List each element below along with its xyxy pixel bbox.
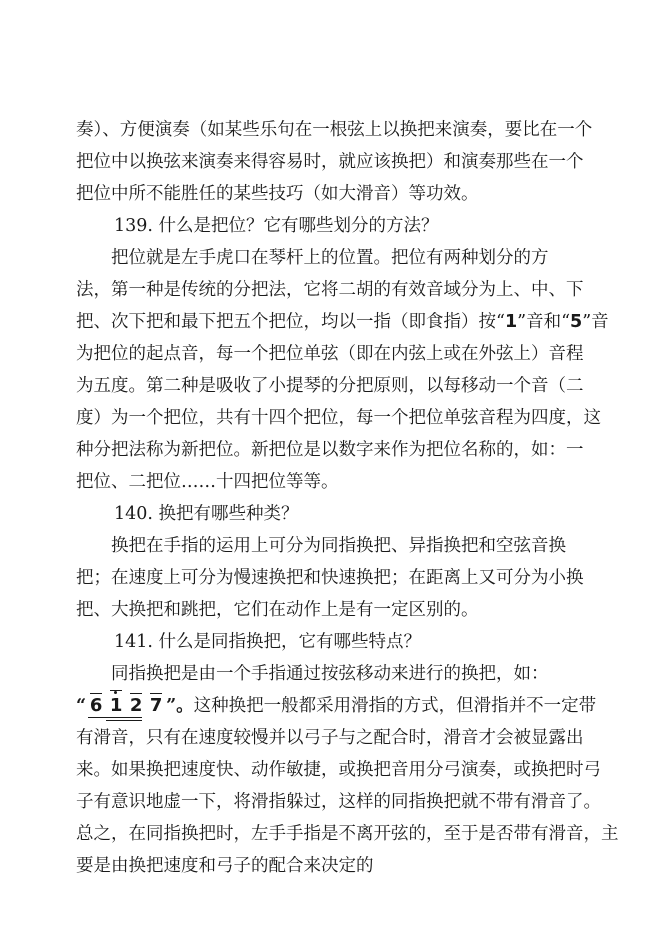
close-quote: ”。	[166, 696, 194, 716]
question-heading-140: 140. 换把有哪些种类？	[114, 504, 299, 524]
text-line	[76, 306, 609, 338]
text-line: 总之，在同指换把时，左手手指是不离开弦的，至于是否带有滑音，主	[76, 824, 619, 844]
beam-line	[88, 717, 142, 718]
jianpu-notation	[86, 690, 166, 722]
question-heading-139: 139. 什么是把位？它有哪些划分的方法？	[114, 216, 439, 236]
note: 2	[129, 695, 143, 716]
beam-line	[106, 720, 142, 721]
text-line: 要是由换把速度和弓子的配合来决定的	[76, 856, 374, 876]
text-line: 来。如果换把速度快、动作敏捷，或换把音用分弓演奏，或换把时弓	[76, 760, 601, 780]
text-fragment: ”音	[582, 312, 609, 332]
text-line: 子有意识地虚一下，将滑指躲过，这样的同指换把就不带有滑音了。	[76, 792, 601, 812]
text-line: 法，第一种是传统的分把法，它将二胡的有效音域分为上、中、下	[76, 280, 584, 300]
paragraph-continued	[76, 114, 593, 210]
text-fragment: 这种换把一般都采用滑指的方式，但滑指并不一定带	[193, 696, 597, 716]
text-line: 种分把法称为新把位。新把位是以数字来作为把位名称的，如：一	[76, 440, 584, 460]
note: 6	[89, 695, 103, 716]
text-line: 换把在手指的运用上可分为同指换把、异指换把和空弦音换	[111, 536, 566, 556]
text-line: 奏）、方便演奏（如某些乐句在一根弦上以换把来演奏，要比在一个	[76, 120, 593, 140]
question-heading-141: 141. 什么是同指换把，它有哪些特点？	[114, 632, 422, 652]
text-line: 把位中所不能胜任的某些技巧（如大滑音）等功效。	[76, 184, 479, 204]
section-141	[76, 626, 619, 882]
text-line: 有滑音，只有在速度较慢并以弓子与之配合时，滑音才会被显露出	[76, 728, 584, 748]
text-line: 同指换把是由一个手指通过按弦移动来进行的换把，如：	[111, 664, 549, 684]
text-line: 为五度。第二种是吸收了小提琴的分把原则，以每移动一个音（二	[76, 376, 584, 396]
text-line: 把、大换把和跳把，它们在动作上是有一定区别的。	[76, 600, 479, 620]
open-quote: “	[76, 696, 87, 716]
text-fragment: ”音和“	[517, 312, 571, 332]
text-line: 度）为一个把位，共有十四个把位，每一个把位单弦音程为四度，这	[76, 408, 601, 428]
note: 1	[106, 690, 126, 722]
text-line: 为把位的起点音，每一个把位单弦（即在内弦上或在外弦上）音程	[76, 344, 584, 364]
text-line-with-notation	[76, 690, 597, 722]
text-fragment: 把、次下把和最下把五个把位，均以一指（即食指）按“	[76, 312, 505, 332]
text-line: 把；在速度上可分为慢速换把和快速换把；在距离上又可分为小换	[76, 568, 584, 588]
octave-dot	[114, 691, 117, 694]
note-one: 1	[504, 312, 518, 332]
text-line: 把位就是左手虎口在琴杆上的位置。把位有两种划分的方	[111, 248, 549, 268]
section-139	[76, 210, 609, 498]
text-line: 把位、二把位……十四把位等等。	[76, 472, 339, 492]
section-140	[76, 498, 584, 626]
note: 7	[149, 695, 163, 716]
note-five: 5	[570, 312, 583, 332]
text-line: 把位中以换弦来演奏来得容易时，就应该换把）和演奏那些在一个	[76, 152, 584, 172]
